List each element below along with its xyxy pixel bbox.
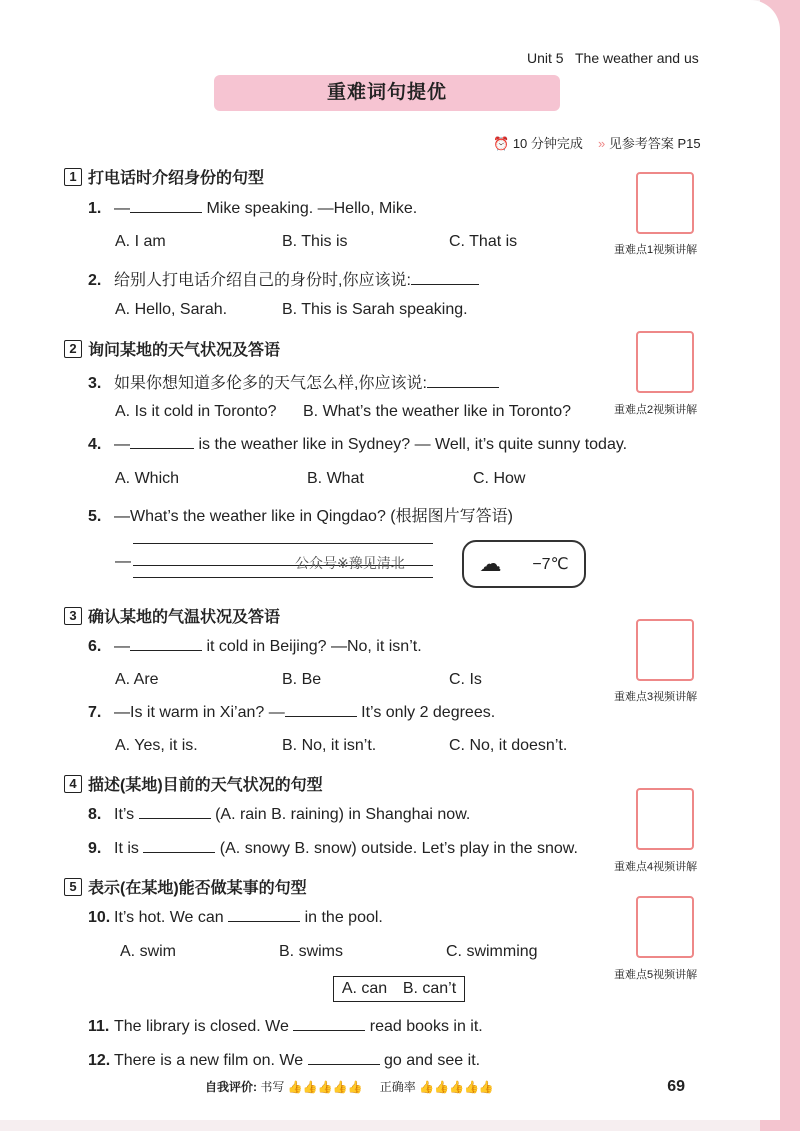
option-b[interactable]: B. What’s the weather like in Toronto? <box>303 403 571 420</box>
question-5: 5. —What’s the weather like in Qingdao? (根据图片写答语) <box>88 508 513 525</box>
question-3: 3. 如果你想知道多伦多的天气怎么样,你应该说: <box>88 370 499 393</box>
section-4-title: 4 描述(某地)目前的天气状况的句型 <box>64 772 323 795</box>
question-9: 9. It is (A. snowy B. snow) outside. Let’s play in the snow. <box>88 840 578 857</box>
qr-caption: 重难点3视频讲解 <box>614 691 698 703</box>
option-b[interactable]: B. No, it isn’t. <box>282 737 377 754</box>
answer-blank[interactable] <box>228 921 300 922</box>
page-number: 69 <box>667 1078 685 1095</box>
answer-blank[interactable] <box>143 852 215 853</box>
option-a[interactable]: A. swim <box>120 943 176 960</box>
option-a[interactable]: A. Is it cold in Toronto? <box>115 403 277 420</box>
question-4: 4. — is the weather like in Sydney? — Well, it’s quite sunny today. <box>88 436 628 453</box>
option-a[interactable]: A. Are <box>115 671 159 688</box>
answer-blank[interactable] <box>130 212 202 213</box>
question-8: 8. It’s (A. rain B. raining) in Shanghai now. <box>88 806 471 823</box>
self-evaluation: 自我评价: 书写 👍👍👍👍👍 正确率 👍👍👍👍👍 <box>205 1080 494 1094</box>
qr-code-icon[interactable] <box>636 788 694 850</box>
answer-blank[interactable] <box>293 1030 365 1031</box>
qr-code-icon[interactable] <box>636 331 694 393</box>
thumbs-up-icon[interactable]: 👍👍👍👍👍 <box>287 1080 363 1094</box>
option-c[interactable]: C. No, it doesn’t. <box>449 737 568 754</box>
question-7: 7. —Is it warm in Xi’an? — It’s only 2 degrees. <box>88 704 496 721</box>
qr-caption: 重难点1视频讲解 <box>614 244 698 256</box>
option-a[interactable]: A. I am <box>115 233 166 250</box>
unit-header: Unit 5 The weather and us <box>527 50 699 66</box>
answer-blank[interactable] <box>427 387 499 388</box>
question-1: 1. — Mike speaking. —Hello, Mike. <box>88 200 418 217</box>
question-10: 10. It’s hot. We can in the pool. <box>88 909 383 926</box>
answer-line[interactable] <box>133 577 433 578</box>
double-chevron-icon: » <box>598 136 606 151</box>
option-a[interactable]: A. Yes, it is. <box>115 737 198 754</box>
option-b[interactable]: B. This is <box>282 233 348 250</box>
question-6: 6. — it cold in Beijing? —No, it isn’t. <box>88 638 422 655</box>
option-b[interactable]: B. Be <box>282 671 322 688</box>
option-c[interactable]: C. That is <box>449 233 518 250</box>
answer-blank[interactable] <box>139 818 211 819</box>
word-box: A. can B. can’t <box>333 976 465 1002</box>
question-12: 12. There is a new film on. We go and see it. <box>88 1052 481 1069</box>
question-11: 11. The library is closed. We read books in it. <box>88 1018 483 1035</box>
option-c[interactable]: C. swimming <box>446 943 538 960</box>
section-1-title: 1 打电话时介绍身份的句型 <box>64 165 264 188</box>
qr-code-icon[interactable] <box>636 172 694 234</box>
section-5-title: 5 表示(在某地)能否做某事的句型 <box>64 875 307 898</box>
answer-blank[interactable] <box>285 716 357 717</box>
clock-icon: ⏰ <box>493 136 510 151</box>
question-2: 2. 给别人打电话介绍自己的身份时,你应该说: <box>88 267 479 290</box>
qr-caption: 重难点5视频讲解 <box>614 969 698 981</box>
option-b[interactable]: B. This is Sarah speaking. <box>282 301 468 318</box>
qr-code-icon[interactable] <box>636 619 694 681</box>
option-c[interactable]: C. Is <box>449 671 482 688</box>
answer-blank[interactable] <box>130 448 194 449</box>
option-c[interactable]: C. How <box>473 470 526 487</box>
answer-ref: » 见参考答案 P15 <box>598 136 701 151</box>
answer-line[interactable] <box>133 543 433 544</box>
weather-card <box>462 540 586 588</box>
qr-caption: 重难点2视频讲解 <box>614 404 698 416</box>
answer-blank[interactable] <box>411 284 479 285</box>
snow-cloud-icon: ☁ <box>479 551 502 576</box>
qr-caption: 重难点4视频讲解 <box>614 861 698 873</box>
timer-note: ⏰ 10 分钟完成 <box>493 136 583 151</box>
answer-blank[interactable] <box>308 1064 380 1065</box>
qr-code-icon[interactable] <box>636 896 694 958</box>
option-a[interactable]: A. Hello, Sarah. <box>115 301 228 318</box>
section-3-title: 3 确认某地的气温状况及答语 <box>64 604 280 627</box>
answer-dash: — <box>115 553 131 570</box>
option-b[interactable]: B. What <box>307 470 364 487</box>
watermark: 公众号※豫见清北 <box>295 555 405 571</box>
page-title: 重难词句提优 <box>214 75 560 111</box>
temperature: −7℃ <box>532 556 569 573</box>
answer-blank[interactable] <box>130 650 202 651</box>
section-2-title: 2 询问某地的天气状况及答语 <box>64 337 280 360</box>
option-b[interactable]: B. swims <box>279 943 343 960</box>
thumbs-up-icon[interactable]: 👍👍👍👍👍 <box>419 1080 494 1094</box>
option-a[interactable]: A. Which <box>115 470 180 487</box>
